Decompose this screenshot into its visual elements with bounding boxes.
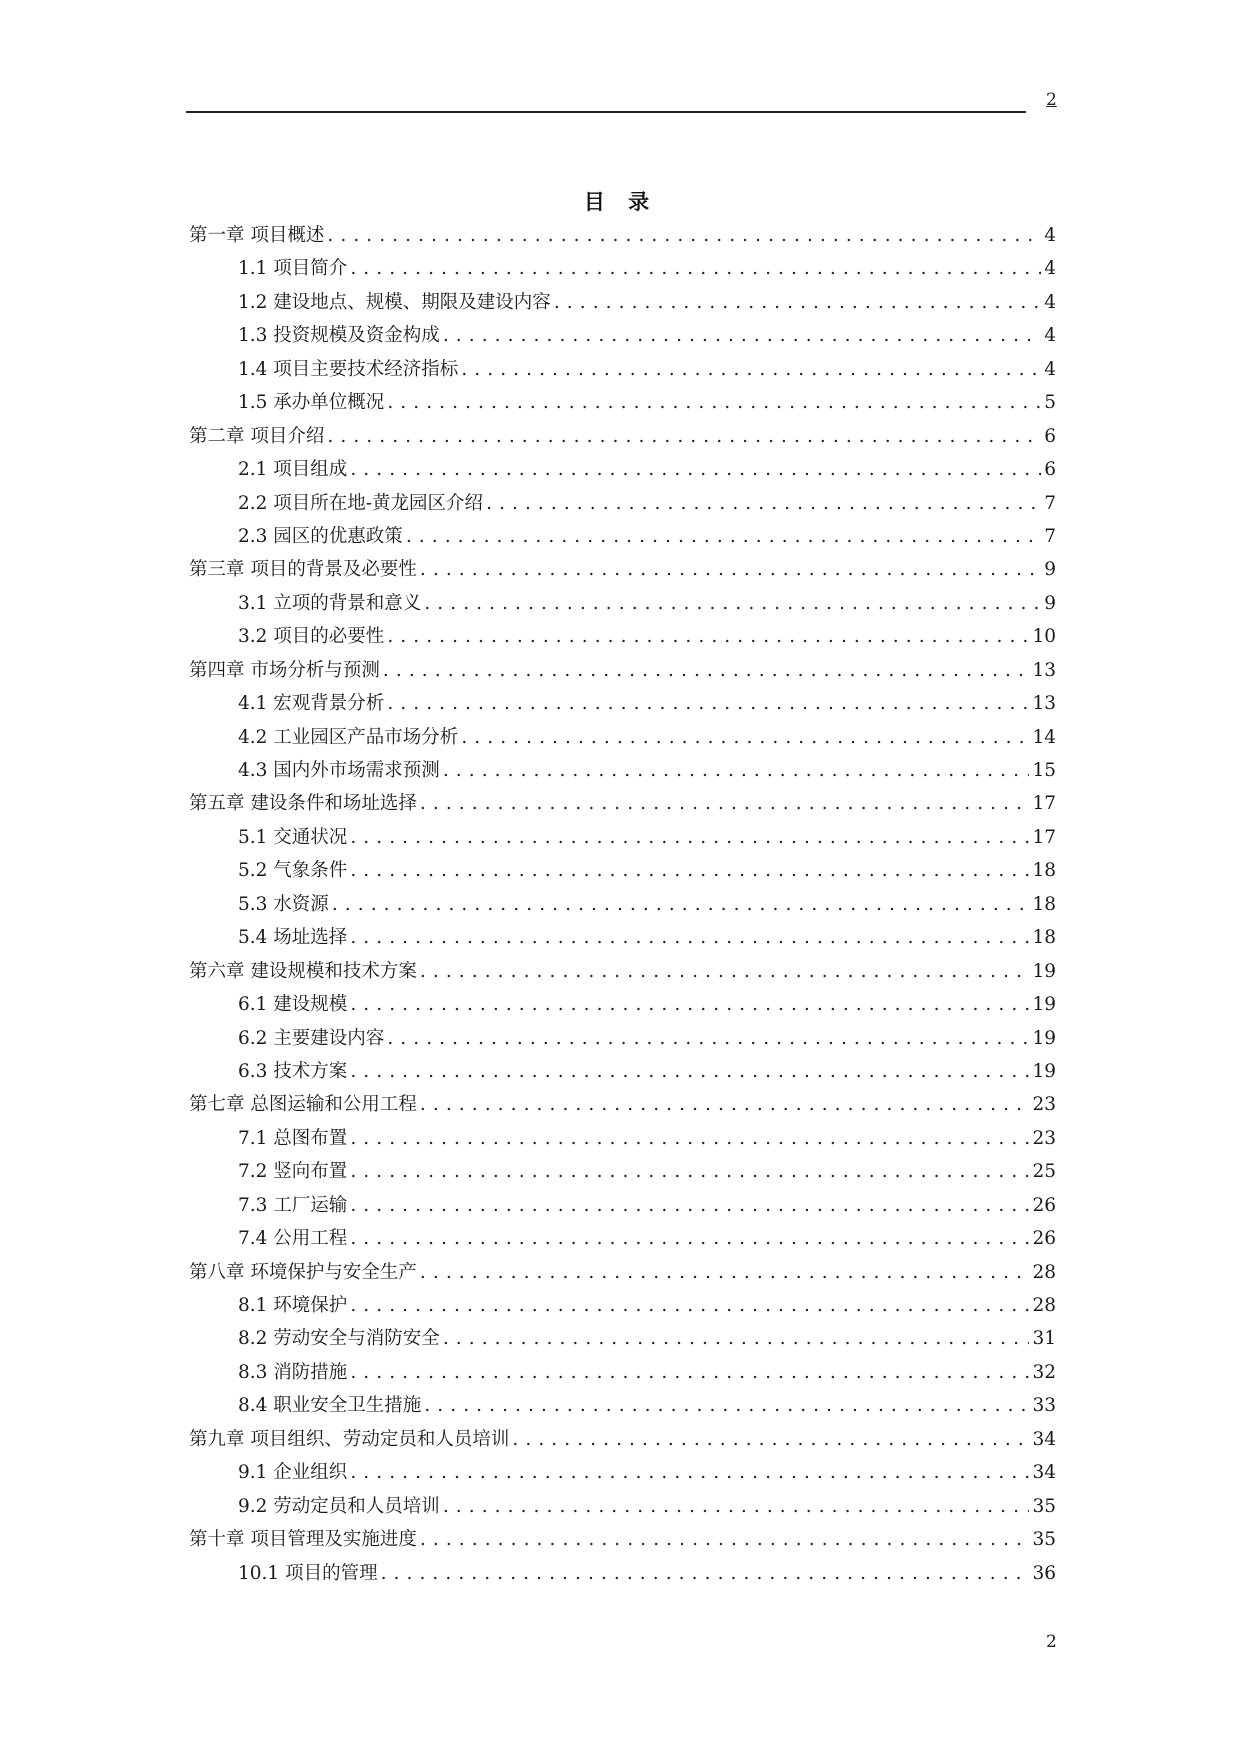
toc-entry-page: 4 [1044,225,1056,246]
toc-section-entry[interactable] [189,286,1056,319]
toc-dot-leader [350,252,1041,285]
toc-dot-leader [383,654,1030,687]
toc-entry-page: 4 [1044,325,1056,347]
toc-section-entry[interactable] [189,1222,1056,1255]
toc-dot-leader [381,1557,1030,1590]
toc-section-entry[interactable] [189,1456,1056,1489]
toc-section-entry[interactable] [189,1289,1056,1322]
toc-dot-leader [332,888,1030,921]
toc-entry-label: 2.1 项目组成 [238,459,348,481]
toc-entry-page: 5 [1044,392,1056,414]
toc-section-entry[interactable] [189,854,1056,887]
toc-dot-leader [461,721,1029,754]
toc-entry-label: 7.1 总图布置 [238,1127,348,1149]
toc-entry-page: 19 [1032,1027,1056,1049]
toc-dot-leader [420,1088,1030,1121]
toc-entry-page: 34 [1032,1462,1056,1484]
toc-dot-leader [350,1356,1029,1389]
toc-dot-leader [327,219,1041,252]
toc-dot-leader [350,854,1029,887]
toc-section-entry[interactable] [189,1356,1056,1389]
toc-dot-leader [554,286,1041,319]
toc-entry-label: 4.3 国内外市场需求预测 [238,760,440,781]
toc-entry-label: 第八章 环境保护与安全生产 [189,1261,417,1283]
toc-dot-leader [387,620,1029,653]
toc-entry-label: 6.2 主要建设内容 [238,1027,385,1049]
toc-entry-label: 10.1 项目的管理 [238,1562,378,1584]
toc-entry-page: 4 [1044,258,1056,280]
toc-section-entry[interactable] [189,1055,1056,1088]
toc-entry-page: 9 [1044,559,1056,581]
toc-entry-label: 8.4 职业安全卫生措施 [238,1395,422,1417]
toc-section-entry[interactable] [189,453,1056,486]
toc-entry-page: 19 [1032,1060,1056,1082]
toc-dot-leader [424,1389,1029,1422]
toc-entry-label: 8.2 劳动安全与消防安全 [238,1328,440,1350]
toc-entry-page: 28 [1032,1261,1056,1283]
toc-chapter-entry[interactable] [189,955,1056,988]
toc-section-entry[interactable] [189,587,1056,620]
toc-entry-label: 3.1 立项的背景和意义 [238,592,422,614]
toc-entry-label: 1.4 项目主要技术经济指标 [238,358,459,380]
toc-section-entry[interactable] [189,687,1056,720]
toc-entry-page: 13 [1032,693,1056,715]
toc-section-entry[interactable] [189,620,1056,653]
toc-entry-label: 2.2 项目所在地-黄龙园区介绍 [238,492,484,514]
toc-entry-page: 6 [1044,459,1056,481]
toc-entry-page: 15 [1032,760,1056,781]
toc-entry-page: 28 [1032,1295,1056,1316]
toc-entry-page: 4 [1044,291,1056,313]
toc-entry-label: 第四章 市场分析与预测 [189,659,380,681]
toc-dot-leader [443,754,1030,787]
toc-dot-leader [443,1490,1030,1523]
toc-chapter-entry[interactable] [189,219,1056,252]
toc-entry-label: 4.1 宏观背景分析 [238,693,385,715]
toc-entry-page: 17 [1032,826,1056,848]
toc-section-entry[interactable] [189,1389,1056,1422]
toc-dot-leader [350,921,1029,954]
toc-title: 目 录 [583,189,658,214]
toc-dot-leader [420,787,1030,820]
table-of-contents [189,219,1056,1590]
toc-section-entry[interactable] [189,1322,1056,1355]
toc-entry-page: 23 [1032,1127,1056,1149]
toc-section-entry[interactable] [189,988,1056,1021]
toc-dot-leader [387,1022,1029,1055]
toc-dot-leader [350,821,1029,854]
toc-section-entry[interactable] [189,353,1056,386]
toc-entry-page: 7 [1044,492,1056,514]
toc-entry-label: 1.5 承办单位概况 [238,392,385,414]
toc-entry-label: 6.1 建设规模 [238,994,348,1016]
toc-dot-leader [443,1322,1030,1355]
toc-section-entry[interactable] [189,1122,1056,1155]
toc-entry-page: 7 [1044,525,1056,547]
toc-entry-page: 35 [1032,1495,1056,1517]
toc-dot-leader [350,988,1029,1021]
toc-section-entry[interactable] [189,1022,1056,1055]
toc-dot-leader [461,353,1041,386]
toc-dot-leader [327,420,1041,453]
toc-dot-leader [420,955,1030,988]
toc-entry-page: 34 [1032,1428,1056,1450]
toc-entry-label: 5.4 场址选择 [238,927,348,949]
toc-section-entry[interactable] [189,821,1056,854]
footer-page-number: 2 [1046,1632,1057,1652]
toc-entry-label: 1.1 项目简介 [238,258,348,280]
header-rule [186,111,1026,113]
toc-entry-label: 3.2 项目的必要性 [238,626,385,648]
toc-entry-label: 4.2 工业园区产品市场分析 [238,726,459,748]
toc-entry-page: 17 [1032,793,1056,815]
toc-entry-label: 第五章 建设条件和场址选择 [189,793,417,815]
toc-entry-page: 4 [1044,358,1056,380]
toc-entry-page: 18 [1032,860,1056,882]
toc-dot-leader [350,453,1041,486]
toc-section-entry[interactable] [189,754,1056,787]
toc-entry-page: 9 [1044,592,1056,614]
toc-entry-label: 5.1 交通状况 [238,826,348,848]
toc-chapter-entry[interactable] [189,654,1056,687]
toc-entry-label: 9.1 企业组织 [238,1462,348,1484]
toc-dot-leader [387,687,1029,720]
toc-entry-label: 2.3 园区的优惠政策 [238,525,403,547]
toc-dot-leader [350,1055,1029,1088]
toc-entry-label: 7.3 工厂运输 [238,1194,348,1216]
toc-dot-leader [443,319,1041,352]
toc-entry-page: 26 [1032,1194,1056,1216]
toc-entry-page: 31 [1032,1328,1056,1350]
toc-section-entry[interactable] [189,487,1056,520]
toc-entry-page: 18 [1032,893,1056,915]
toc-chapter-entry[interactable] [189,1523,1056,1556]
toc-chapter-entry[interactable] [189,1088,1056,1121]
toc-entry-label: 第三章 项目的背景及必要性 [189,559,417,581]
toc-chapter-entry[interactable] [189,787,1056,820]
toc-entry-page: 32 [1032,1361,1056,1383]
toc-chapter-entry[interactable] [189,420,1056,453]
toc-entry-label: 第十章 项目管理及实施进度 [189,1529,417,1551]
toc-entry-page: 19 [1032,960,1056,982]
toc-dot-leader [486,487,1041,520]
toc-entry-page: 25 [1032,1161,1056,1183]
header-page-number: 2 [1046,90,1057,110]
toc-section-entry[interactable] [189,1155,1056,1188]
toc-section-entry[interactable] [189,319,1056,352]
toc-dot-leader [350,1189,1029,1222]
toc-section-entry[interactable] [189,888,1056,921]
toc-dot-leader [512,1423,1029,1456]
toc-entry-page: 36 [1032,1562,1056,1584]
toc-entry-page: 10 [1032,626,1056,648]
toc-entry-page: 18 [1032,927,1056,949]
toc-dot-leader [350,1456,1029,1489]
toc-entry-label: 第九章 项目组织、劳动定员和人员培训 [189,1428,510,1450]
toc-entry-label: 8.3 消防措施 [238,1361,348,1383]
toc-entry-label: 5.2 气象条件 [238,860,348,882]
toc-dot-leader [420,1256,1030,1289]
toc-entry-label: 5.3 水资源 [238,893,329,915]
toc-entry-label: 第二章 项目介绍 [189,425,325,447]
toc-entry-page: 33 [1032,1395,1056,1417]
toc-section-entry[interactable] [189,386,1056,419]
toc-section-entry[interactable] [189,1189,1056,1222]
toc-entry-label: 第六章 建设规模和技术方案 [189,960,417,982]
toc-entry-page: 26 [1032,1228,1056,1250]
toc-section-entry[interactable] [189,252,1056,285]
toc-entry-page: 6 [1044,425,1056,447]
toc-entry-label: 8.1 环境保护 [238,1295,348,1316]
toc-entry-label: 7.2 竖向布置 [238,1161,348,1183]
toc-entry-page: 13 [1032,659,1056,681]
toc-dot-leader [387,386,1041,419]
toc-entry-label: 1.3 投资规模及资金构成 [238,325,440,347]
toc-section-entry[interactable] [189,721,1056,754]
toc-entry-page: 35 [1032,1529,1056,1551]
toc-chapter-entry[interactable] [189,553,1056,586]
toc-section-entry[interactable] [189,921,1056,954]
toc-chapter-entry[interactable] [189,1423,1056,1456]
toc-chapter-entry[interactable] [189,1256,1056,1289]
toc-dot-leader [424,587,1041,620]
toc-entry-page: 23 [1032,1094,1056,1116]
toc-dot-leader [406,520,1041,553]
toc-entry-label: 9.2 劳动定员和人员培训 [238,1495,440,1517]
toc-dot-leader [350,1155,1029,1188]
toc-entry-page: 19 [1032,994,1056,1016]
toc-dot-leader [350,1122,1029,1155]
toc-entry-label: 1.2 建设地点、规模、期限及建设内容 [238,291,551,313]
toc-entry-label: 第七章 总图运输和公用工程 [189,1094,417,1116]
toc-dot-leader [420,1523,1030,1556]
toc-section-entry[interactable] [189,1490,1056,1523]
toc-entry-label: 第一章 项目概述 [189,225,325,246]
toc-dot-leader [420,553,1041,586]
toc-dot-leader [350,1289,1029,1322]
toc-section-entry[interactable] [189,1557,1056,1590]
toc-entry-label: 7.4 公用工程 [238,1228,348,1250]
toc-entry-label: 6.3 技术方案 [238,1060,348,1082]
toc-dot-leader [350,1222,1029,1255]
toc-entry-page: 14 [1032,726,1056,748]
toc-section-entry[interactable] [189,520,1056,553]
